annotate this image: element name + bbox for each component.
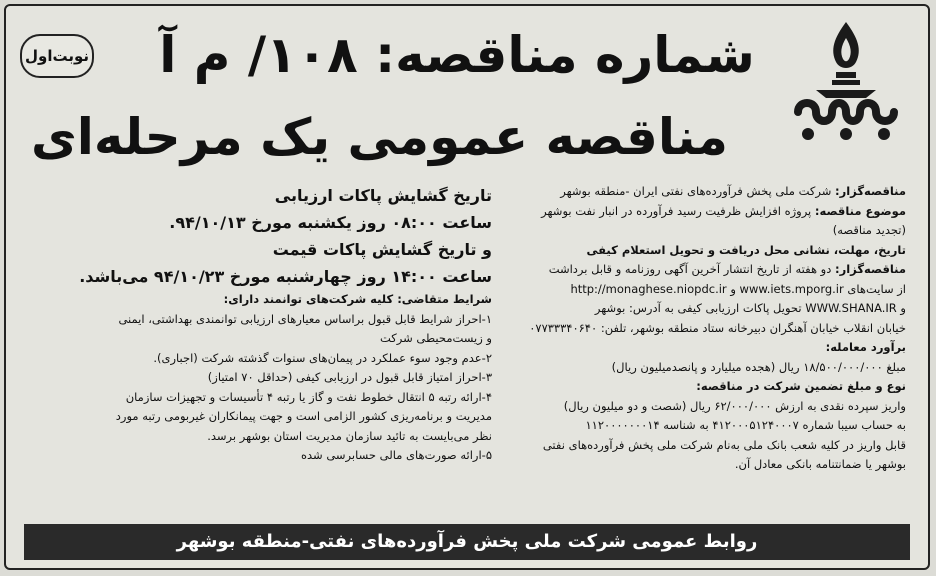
tenderer-line: مناقصه‌گزار: شرکت ملی پخش فرآورده‌های نفتی ایران -منطقه بوشهر [560, 184, 906, 198]
condition-2: ۲-عدم وجود سوء عملکرد در پیمان‌های سنوات گذشته شرکت (اجباری). [153, 350, 492, 365]
condition-5: ۵-ارائه صورت‌های مالی حسابرسی شده [300, 448, 492, 462]
guarantee-line-4: بوشهر یا ضمانتنامه بانکی معادل آن. [734, 457, 906, 471]
left-column [24, 182, 492, 466]
subject-line: موضوع مناقصه: پروژه افزایش ظرفیت رسید فرآورده در انبار نفت بوشهر [541, 203, 906, 218]
evaluation-opening-time: ساعت ۰۸:۰۰ روز یکشنبه مورخ ۹۴/۱۰/۱۳. [169, 213, 492, 232]
websites-line: از سایت‌های www.iets.mporg.ir و http://monaghese.niopdc.ir [570, 281, 906, 296]
conditions-heading: شرایط متقاضی: کلیه شرکت‌های توانمند دارای: [223, 292, 492, 306]
price-opening-heading: و تاریخ گشایش پاکات قیمت [272, 240, 492, 259]
tender-number-title: شماره مناقصه: ۱۰۸/ م آ [159, 26, 755, 84]
deadline-line: مناقصه‌گزار: دو هفته از تاریخ انتشار آخرین آگهی روزنامه و قابل برداشت [548, 262, 906, 276]
estimate-heading: برآورد معامله: [825, 340, 906, 354]
price-opening-time: ساعت ۱۴:۰۰ روز چهارشنبه مورخ ۹۴/۱۰/۲۳ می‌باشد. [79, 267, 492, 286]
evaluation-opening-heading: تاریخ گشایش پاکات ارزیابی [274, 186, 492, 205]
condition-1a: ۱-احراز شرایط قابل قبول براساس معیارهای ارزیابی توانمندی بهداشتی، ایمنی [118, 311, 492, 326]
address-line: خیابان انقلاب خیابان آهنگران دبیرخانه ستاد منطقه بوشهر، تلفن: ۰۷۷۳۳۳۴۰۶۴۰ [529, 320, 906, 335]
condition-1b: و زیست‌محیطی شرکت [380, 331, 492, 345]
guarantee-line-3: قابل واریز در کلیه شعب بانک ملی به‌نام شرکت ملی پخش فرآورده‌های نفتی [542, 437, 906, 452]
public-relations-footer: روابط عمومی شرکت ملی پخش فرآورده‌های نفتی-منطقه بوشهر [24, 524, 910, 560]
tender-type-title: مناقصه عمومی یک مرحله‌ای [30, 108, 728, 166]
condition-4b: مدیریت و برنامه‌ریزی کشور الزامی است و جهت پیمانکاران غیربومی رتبه مورد [115, 409, 492, 423]
condition-4c: نظر می‌بایست به تائید سازمان مدیریت استان بوشهر برسد. [207, 428, 492, 443]
delivery-line: و WWW.SHANA.IR تحویل پاکات ارزیابی کیفی به آدرس: بوشهر [594, 301, 906, 315]
deadline-heading: تاریخ، مهلت، نشانی محل دریافت و تحویل استعلام کیفی [586, 242, 906, 257]
condition-4a: ۴-ارائه رتبه ۵ انتقال خطوط نفت و گاز یا رتبه ۴ تأسیسات و تجهیزات سازمان [125, 389, 492, 404]
guarantee-line-1: واریز سپرده نقدی به ارزش ۶۲/۰۰۰/۰۰۰ ریال (شصت و دو میلیون ریال) [563, 398, 906, 413]
estimate-amount: مبلغ ۱۸/۵۰۰/۰۰۰/۰۰۰ ریال (هجده میلیارد و پانصدمیلیون ریال) [611, 359, 906, 374]
ad-frame [4, 4, 930, 570]
right-column [476, 182, 906, 475]
renewal-note: (تجدید مناقصه) [832, 223, 906, 237]
guarantee-heading: نوع و مبلغ تضمین شرکت در مناقصه: [696, 379, 906, 393]
guarantee-line-2: به حساب سیبا شماره ۴۱۲۰۰۰۵۱۲۴۰۰۰۷ به شناسه ۱۱۲۰۰۰۰۰۰۰۱۴ [585, 418, 906, 432]
first-round-badge: نوبت‌اول [20, 34, 94, 78]
condition-3: ۳-احراز امتیاز قابل قبول در ارزیابی کیفی (حداقل ۷۰ امتیاز) [207, 370, 492, 384]
oil-company-logo-icon [786, 16, 906, 146]
